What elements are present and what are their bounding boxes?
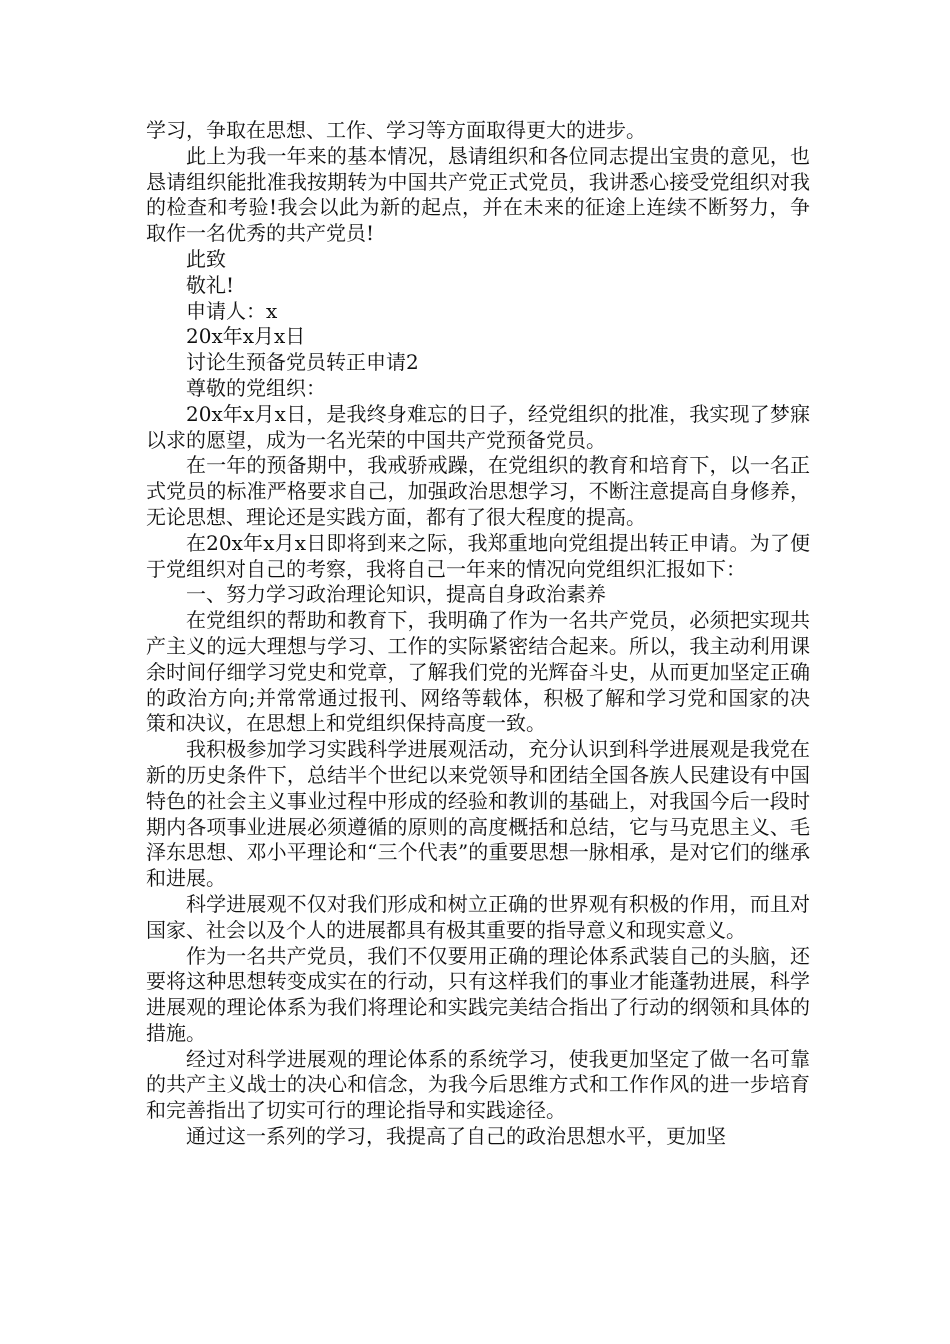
paragraph: 敬礼! [186,272,235,297]
paragraph: 科学进展观不仅对我们形成和树立正确的世界观有积极的作用，而且对国家、社会以及个人的进展都具有极其重要的指导意义和现实意义。 [146,891,810,942]
paragraph: 20x年x月x日，是我终身难忘的日子，经党组织的批准，我实现了梦寐以求的愿望，成为一名光荣的中国共产党预备党员。 [146,401,810,452]
paragraph: 讨论生预备党员转正申请2 [186,350,419,375]
document-body [146,118,810,1150]
paragraph: 尊敬的党组织： [186,375,326,400]
paragraph: 此上为我一年来的基本情况，恳请组织和各位同志提出宝贵的意见，也恳请组织能批准我按期转为中国共产党正式党员，我讲悉心接受党组织对我的检查和考验!我会以此为新的起点，并在未来的征途上连续不断努力，争取作一名优秀的共产党员! [146,143,810,246]
paragraph: 一、努力学习政治理论知识，提高自身政治素养 [186,582,606,607]
paragraph: 学习，争取在思想、工作、学习等方面取得更大的进步。 [146,118,646,142]
paragraph: 20x年x月x日 [186,324,306,349]
paragraph: 申请人：x [186,298,278,323]
paragraph: 经过对科学进展观的理论体系的系统学习，使我更加坚定了做一名可靠的共产主义战士的决心和信念，为我今后思维方式和工作作风的进一步培育和完善指出了切实可行的理论指导和实践途径。 [146,1046,810,1123]
paragraph: 在一年的预备期中，我戒骄戒躁，在党组织的教育和培育下，以一名正式党员的标准严格要求自己，加强政治思想学习，不断注意提高自身修养，无论思想、理论还是实践方面，都有了很大程度的提高。 [146,453,810,529]
paragraph: 作为一名共产党员，我们不仅要用正确的理论体系武装自己的头脑，还要将这种思想转变成实在的行动，只有这样我们的事业才能蓬勃进展，科学进展观的理论体系为我们将理论和实践完美结合指出了行动的纲领和具体的措施。 [146,943,810,1045]
paragraph: 在20x年x月x日即将到来之际，我郑重地向党组提出转正申请。为了便于党组织对自己的考察，我将自己一年来的情况向党组织汇报如下： [146,530,810,581]
paragraph: 通过这一系列的学习，我提高了自己的政治思想水平，更加坚 [186,1124,726,1149]
paragraph: 我积极参加学习实践科学进展观活动，充分认识到科学进展观是我党在新的历史条件下，总结半个世纪以来党领导和团结全国各族人民建设有中国特色的社会主义事业过程中形成的经验和教训的基础上，对我国今后一段时期内各项事业进展必须遵循的原则的高度概括和总结，它与马克思主义、毛泽东思想、邓小平理论和“三个代表”的重要思想一脉相承，是对它们的继承和进展。 [146,737,810,891]
paragraph: 在党组织的帮助和教育下，我明确了作为一名共产党员，必须把实现共产主义的远大理想与学习、工作的实际紧密结合起来。所以，我主动利用课余时间仔细学习党史和党章，了解我们党的光辉奋斗史，从而更加坚定正确的政治方向;并常常通过报刊、网络等载体，积极了解和学习党和国家的决策和决议，在思想上和党组织保持高度一致。 [146,608,810,736]
paragraph: 此致 [186,246,226,271]
